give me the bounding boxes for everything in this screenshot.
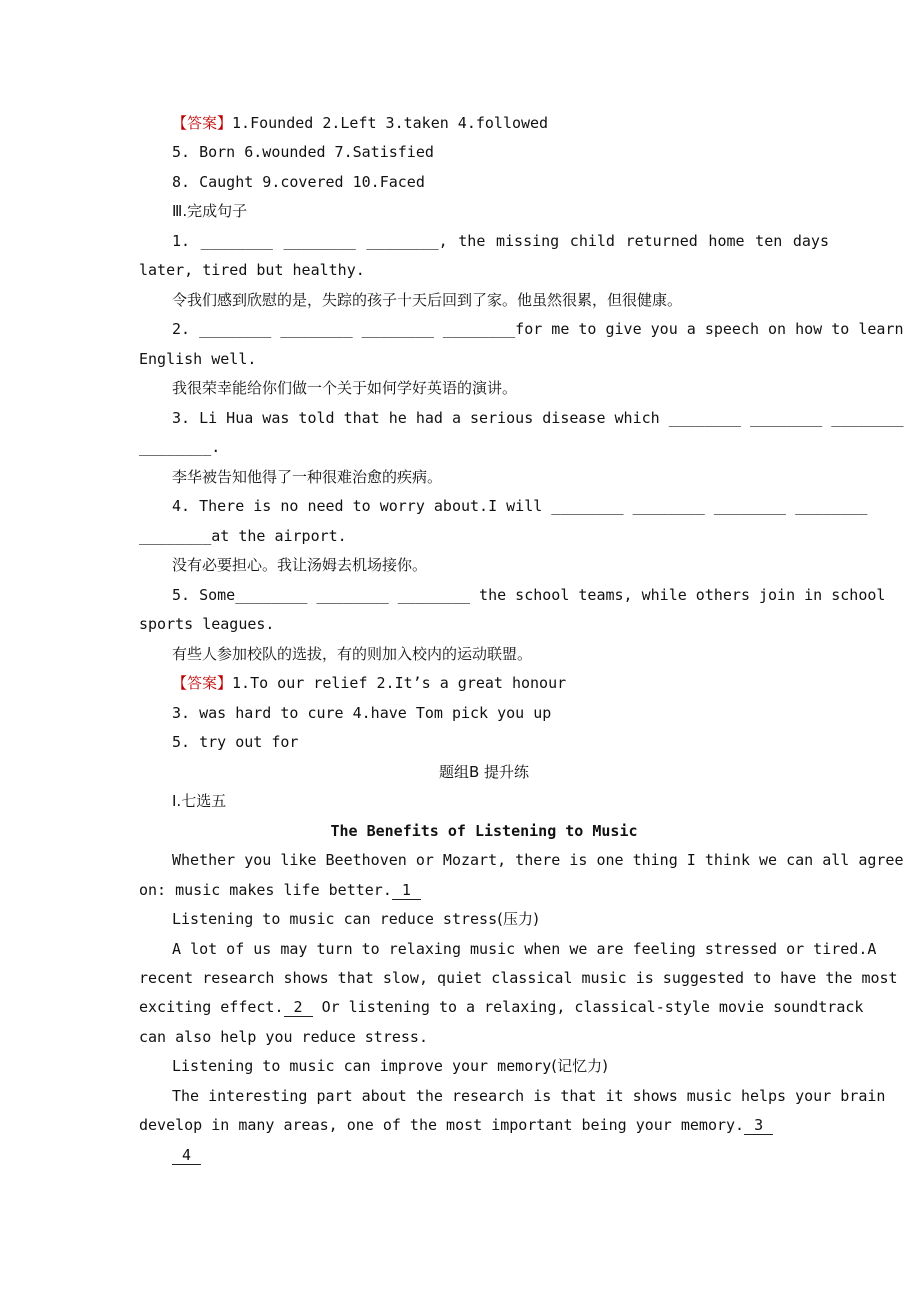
answer-tag: 【答案】 [172,674,233,692]
blank-4[interactable]: 4 [172,1146,201,1165]
answer-text: 1.Founded 2.Left 3.taken 4.followed [232,114,549,132]
passage-line: can also help you reduce stress. [139,1028,428,1046]
passage-text: develop in many areas, one of the most important being your memory. [139,1116,745,1134]
passage-line: recent research shows that slow, quiet classical music is suggested to have the most [139,969,898,987]
question-line: 4. There is no need to worry about.I will ________ ________ ________ ________ [172,497,868,515]
subheading [172,909,829,929]
blank-1[interactable]: 1 [392,881,421,900]
answer-row: 8. Caught 9.covered 10.Faced [172,173,425,191]
translation-line: 我很荣幸能给你们做一个关于如何学好英语的演讲。 [172,379,518,397]
question-line: 3. Li Hua was told that he had a serious disease which ________ ________ ________ [172,409,904,427]
blank-2[interactable]: 2 [284,998,313,1017]
subheading-gloss: (记忆力) [551,1057,609,1075]
subheading-text: Listening to music can improve your memory [172,1057,552,1075]
section-heading: Ⅰ.七选五 [172,792,227,810]
answer-tag: 【答案】 [172,114,233,132]
question-line: 2. ________ ________ ________ ________for me to give you a speech on how to learn [172,320,904,338]
question-line: 1. ________ ________ ________, the missing child returned home ten days [172,232,829,250]
passage-line [139,1115,829,1135]
question-line: ________. [139,438,221,456]
answer-text: 1.To our relief 2.It’s a great honour [232,674,567,692]
passage-line [172,1145,829,1165]
subheading-text: Listening to music can reduce stress [172,910,498,928]
question-line: ________at the airport. [139,527,347,545]
answer-row: 5. Born 6.wounded 7.Satisfied [172,143,434,161]
question-line: 5. Some________ ________ ________ the school teams, while others join in school [172,586,886,604]
answer-row [172,673,829,693]
answer-row [172,113,829,133]
passage-line: Whether you like Beethoven or Mozart, there is one thing I think we can all agree [172,851,904,869]
answer-row: 3. was hard to cure 4.have Tom pick you up [172,704,552,722]
question-line: sports leagues. [139,615,275,633]
passage-line [139,880,829,900]
passage-text: on: music makes life better. [139,881,392,899]
passage-text: Or listening to a relaxing, classical-style movie soundtrack [321,998,864,1016]
passage-line [139,997,864,1017]
translation-line: 李华被告知他得了一种很难治愈的疾病。 [172,468,443,486]
question-line: later, tired but healthy. [139,261,365,279]
section-heading: Ⅲ.完成句子 [172,202,248,220]
passage-text: exciting effect. [139,998,284,1016]
translation-line: 令我们感到欣慰的是，失踪的孩子十天后回到了家。他虽然很累，但很健康。 [172,291,683,309]
translation-line: 没有必要担心。我让汤姆去机场接你。 [172,556,428,574]
passage-title: The Benefits of Listening to Music [330,822,638,840]
question-line: English well. [139,350,257,368]
passage-line: A lot of us may turn to relaxing music when we are feeling stressed or tired.A [172,940,877,958]
answer-row: 5. try out for [172,733,299,751]
passage-line: The interesting part about the research is that it shows music helps your brain [172,1087,886,1105]
subheading [172,1056,829,1076]
subheading-gloss: (压力) [497,910,539,928]
translation-line: 有些人参加校队的选拔，有的则加入校内的运动联盟。 [172,645,533,663]
blank-3[interactable]: 3 [744,1116,773,1135]
group-title: 题组B 提升练 [438,763,530,781]
